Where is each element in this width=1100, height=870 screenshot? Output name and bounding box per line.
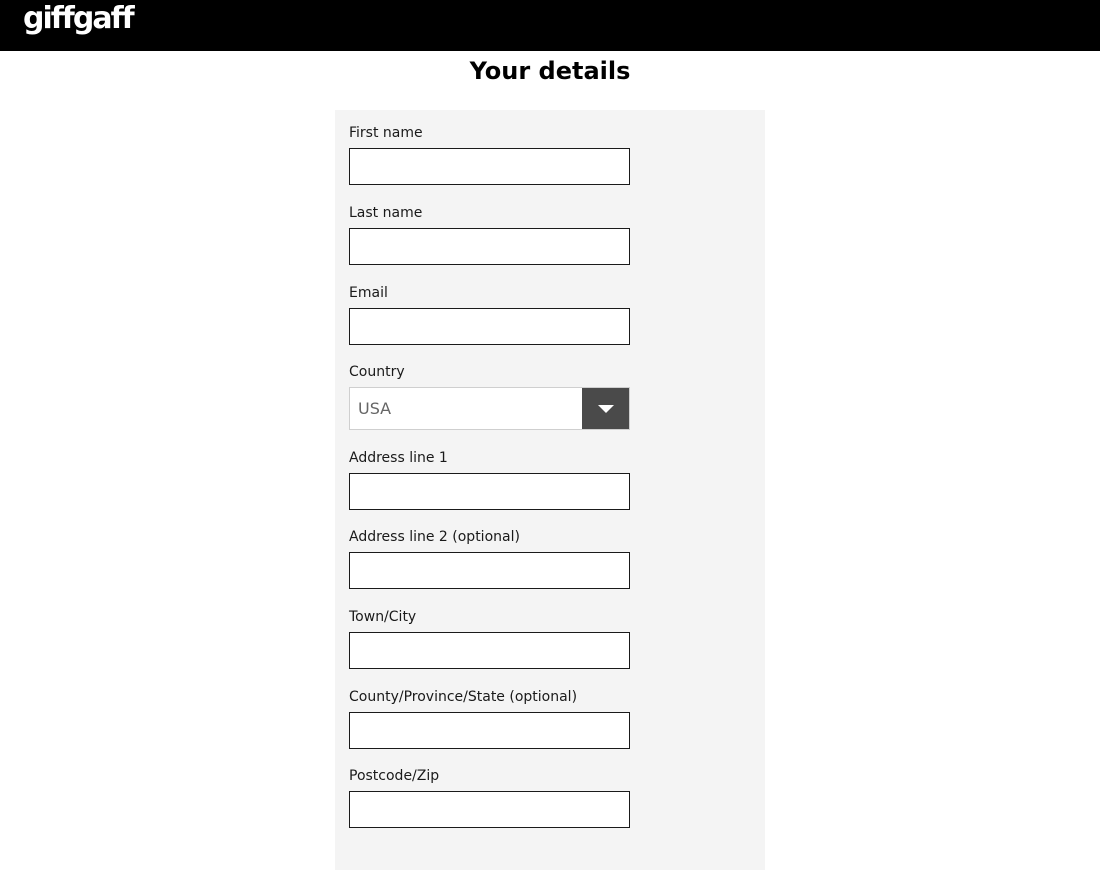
chevron-down-icon (598, 405, 614, 413)
address-line-2-group (349, 528, 631, 589)
country-selected-value: USA (358, 399, 392, 418)
postcode-input[interactable] (349, 791, 630, 828)
county-state-input[interactable] (349, 712, 630, 749)
address-line-1-group (349, 449, 631, 510)
top-bar (0, 0, 1100, 51)
town-city-group (349, 608, 631, 669)
last-name-input[interactable] (349, 228, 630, 265)
first-name-input[interactable] (349, 148, 630, 185)
address-line-2-label: Address line 2 (optional) (349, 529, 520, 545)
town-city-input[interactable] (349, 632, 630, 669)
page-title: Your details (469, 57, 631, 85)
address-line-1-label: Address line 1 (349, 450, 448, 466)
county-state-group (349, 688, 631, 749)
postcode-group (349, 767, 631, 828)
email-group (349, 284, 631, 345)
email-input[interactable] (349, 308, 630, 345)
country-select[interactable] (349, 387, 630, 430)
county-state-label: County/Province/State (optional) (349, 689, 578, 705)
country-dropdown-button[interactable] (582, 388, 629, 429)
details-form (335, 110, 765, 870)
address-line-2-input[interactable] (349, 552, 630, 589)
giffgaff-logo[interactable]: giffgaff (23, 1, 133, 36)
last-name-label: Last name (349, 205, 423, 221)
first-name-label: First name (349, 125, 423, 141)
first-name-group (349, 124, 631, 185)
last-name-group (349, 204, 631, 265)
address-line-1-input[interactable] (349, 473, 630, 510)
email-label: Email (349, 285, 388, 301)
country-label: Country (349, 364, 405, 380)
town-city-label: Town/City (349, 609, 417, 625)
country-group (349, 363, 631, 430)
postcode-label: Postcode/Zip (349, 768, 440, 784)
